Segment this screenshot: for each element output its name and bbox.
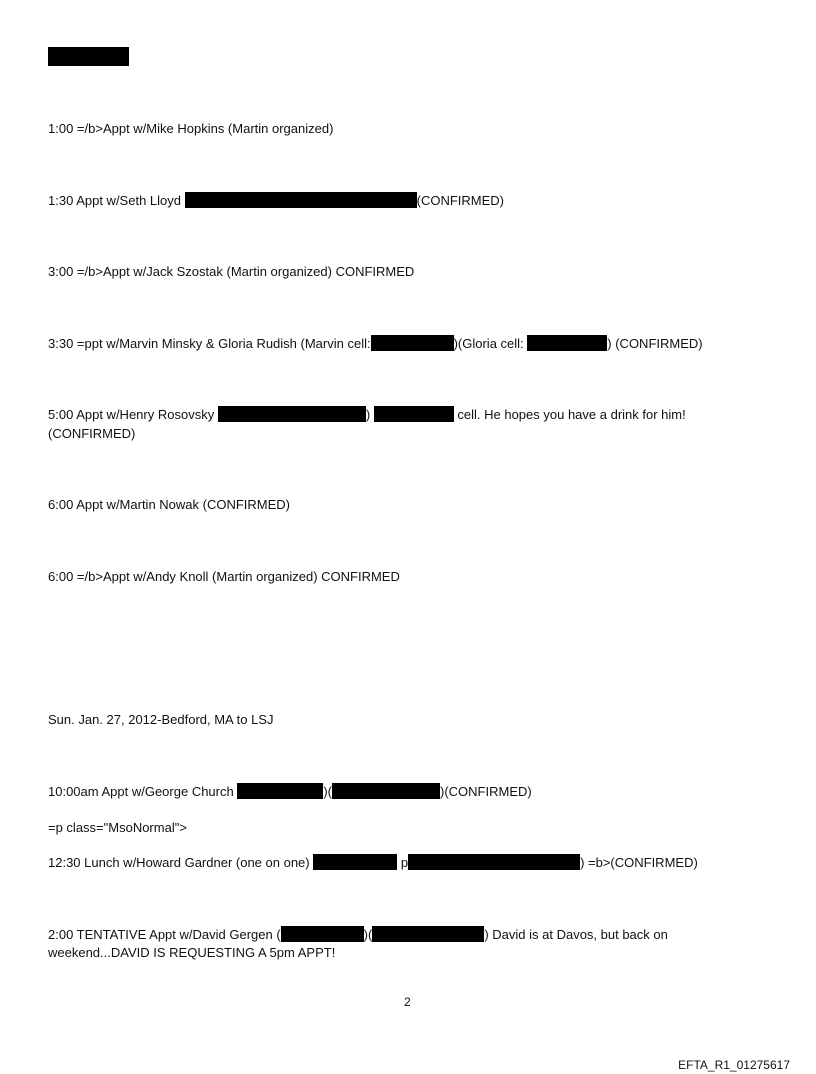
entry-status: )(CONFIRMED) — [440, 784, 532, 799]
entry-status: (CONFIRMED) — [416, 193, 504, 208]
entry-text: =p class="MsoNormal"> — [48, 820, 187, 835]
schedule-entry-gergen-line2 — [48, 944, 335, 962]
schedule-entry-hopkins — [48, 120, 333, 138]
redaction-block — [374, 406, 454, 422]
redaction-block — [313, 854, 397, 870]
redaction-block — [185, 192, 417, 208]
redaction-block — [218, 406, 366, 422]
html-artifact-line — [48, 819, 187, 837]
schedule-entry-church — [48, 783, 532, 801]
redaction-block — [332, 783, 440, 799]
redaction-block — [408, 854, 580, 870]
entry-text-end: cell. He hopes you have a drink for him! — [453, 407, 686, 422]
schedule-entry-rosovsky — [48, 406, 686, 424]
entry-text: 2:00 TENTATIVE Appt w/David Gergen ( — [48, 927, 281, 942]
entry-text-mid: )(Gloria cell: — [453, 336, 528, 351]
entry-text: 6:00 =/b>Appt w/Andy Knoll (Martin organized) CONFIRMED — [48, 569, 400, 584]
entry-text-mid: ) — [365, 407, 374, 422]
day-heading-text: Sun. Jan. 27, 2012-Bedford, MA to LSJ — [48, 712, 274, 727]
page-number: 2 — [404, 995, 411, 1009]
schedule-entry-minsky — [48, 335, 703, 353]
redaction-block-header — [48, 47, 129, 66]
schedule-entry-szostak — [48, 263, 414, 281]
entry-status: ) =b>(CONFIRMED) — [580, 855, 698, 870]
entry-text: 10:00am Appt w/George Church — [48, 784, 238, 799]
schedule-entry-nowak — [48, 496, 290, 514]
schedule-entry-lloyd — [48, 192, 504, 210]
entry-status: (CONFIRMED) — [48, 426, 136, 441]
entry-text-mid: )( — [323, 784, 333, 799]
entry-status: ) (CONFIRMED) — [607, 336, 703, 351]
redaction-block — [237, 783, 323, 799]
entry-text: 6:00 Appt w/Martin Nowak (CONFIRMED) — [48, 497, 291, 512]
redaction-block — [371, 335, 454, 351]
redaction-block — [527, 335, 607, 351]
entry-text: 3:30 =ppt w/Marvin Minsky & Gloria Rudish (Marvin cell: — [48, 336, 371, 351]
entry-text: 1:00 =/b>Appt w/Mike Hopkins (Martin organized) — [48, 121, 334, 136]
redaction-block — [281, 926, 364, 942]
document-id: EFTA_R1_01275617 — [678, 1058, 790, 1072]
day-heading — [48, 711, 273, 729]
entry-text: weekend...DAVID IS REQUESTING A 5pm APPT! — [48, 945, 336, 960]
entry-text: 12:30 Lunch w/Howard Gardner (one on one) — [48, 855, 314, 870]
entry-text-end: ) David is at Davos, but back on — [484, 927, 668, 942]
entry-text: 1:30 Appt w/Seth Lloyd — [48, 193, 185, 208]
schedule-entry-gergen — [48, 926, 668, 944]
entry-text-mid: )( — [363, 927, 373, 942]
entry-text: 5:00 Appt w/Henry Rosovsky — [48, 407, 218, 422]
entry-text-mid: p — [397, 855, 409, 870]
entry-text: 3:00 =/b>Appt w/Jack Szostak (Martin organized) CONFIRMED — [48, 264, 415, 279]
schedule-entry-gardner — [48, 854, 698, 872]
schedule-entry-knoll — [48, 568, 400, 586]
schedule-entry-rosovsky-status — [48, 425, 135, 443]
redaction-block — [372, 926, 484, 942]
